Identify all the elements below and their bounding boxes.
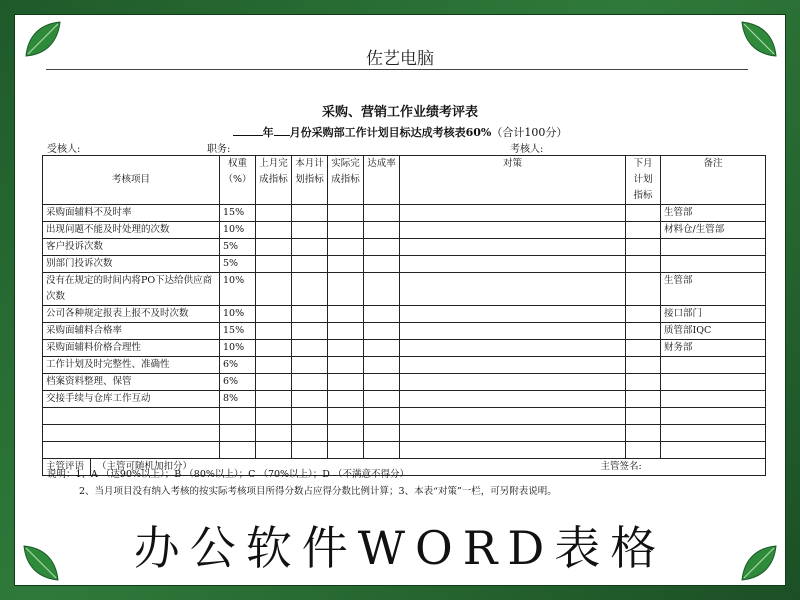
measure-cell[interactable] — [400, 340, 626, 357]
this-month-cell[interactable] — [292, 357, 328, 374]
item-cell[interactable]: 工作计划及时完整性、准确性 — [43, 357, 220, 374]
note-line-2: 2、当月项目没有纳入考核的按实际考核项目所得分数占应得分数比例计算；3、本表“对策”一栏，可另附表说明。 — [79, 486, 557, 497]
col-header-last-month: 上月完成指标 — [256, 156, 292, 205]
actual-cell[interactable] — [328, 222, 364, 239]
next-month-cell[interactable] — [626, 391, 661, 408]
position-label: 职务: — [207, 144, 231, 155]
next-month-cell[interactable] — [626, 306, 661, 323]
last-month-cell[interactable] — [256, 340, 292, 357]
empty-cell[interactable] — [364, 425, 400, 442]
empty-cell[interactable] — [43, 408, 220, 425]
empty-cell[interactable] — [220, 442, 256, 459]
item-cell[interactable]: 档案资料整理、保管 — [43, 374, 220, 391]
item-cell[interactable]: 别部门投诉次数 — [43, 256, 220, 273]
banner-title: 办公软件WORD表格 — [133, 521, 667, 575]
table-row — [43, 323, 766, 340]
col-header-this-month: 本月计划指标 — [292, 156, 328, 205]
actual-cell[interactable] — [328, 273, 364, 306]
measure-cell[interactable] — [400, 205, 626, 222]
actual-cell[interactable] — [328, 205, 364, 222]
measure-cell[interactable] — [400, 306, 626, 323]
document-subtitle — [0, 124, 800, 140]
last-month-cell[interactable] — [256, 323, 292, 340]
this-month-cell[interactable] — [292, 306, 328, 323]
empty-cell[interactable] — [43, 442, 220, 459]
rate-cell[interactable] — [364, 323, 400, 340]
this-month-cell[interactable] — [292, 205, 328, 222]
actual-cell[interactable] — [328, 391, 364, 408]
weight-cell[interactable]: 10% — [220, 340, 256, 357]
empty-cell[interactable] — [220, 425, 256, 442]
item-cell[interactable]: 公司各种规定报表上报不及时次数 — [43, 306, 220, 323]
table-row — [43, 205, 766, 222]
empty-cell[interactable] — [661, 425, 766, 442]
empty-cell[interactable] — [400, 408, 626, 425]
this-month-cell[interactable] — [292, 374, 328, 391]
remark-cell[interactable] — [661, 357, 766, 374]
this-month-cell[interactable] — [292, 273, 328, 306]
item-cell[interactable]: 出现问题不能及时处理的次数 — [43, 222, 220, 239]
table-row — [43, 222, 766, 239]
rate-cell[interactable] — [364, 205, 400, 222]
item-cell[interactable]: 客户投诉次数 — [43, 239, 220, 256]
actual-cell[interactable] — [328, 306, 364, 323]
note-line-1: 说明：1、A （达90%以上）；B （80%以上）；C （70%以上）；D （不满意不得分） — [47, 469, 409, 480]
actual-cell[interactable] — [328, 374, 364, 391]
empty-cell[interactable] — [256, 408, 292, 425]
empty-cell[interactable] — [328, 442, 364, 459]
weight-cell[interactable]: 5% — [220, 256, 256, 273]
remark-cell[interactable] — [661, 391, 766, 408]
weight-cell[interactable]: 10% — [220, 222, 256, 239]
table-row — [43, 239, 766, 256]
last-month-cell[interactable] — [256, 256, 292, 273]
empty-cell[interactable] — [43, 425, 220, 442]
actual-cell[interactable] — [328, 239, 364, 256]
subtitle-main: 月份采购部工作计划目标达成考核表60% — [289, 126, 492, 139]
evaluation-table — [42, 155, 766, 476]
weight-cell[interactable]: 5% — [220, 239, 256, 256]
rate-cell[interactable] — [364, 239, 400, 256]
table-row — [43, 391, 766, 408]
empty-cell[interactable] — [400, 442, 626, 459]
remark-cell[interactable]: 财务部 — [661, 340, 766, 357]
measure-cell[interactable] — [400, 256, 626, 273]
measure-cell[interactable] — [400, 323, 626, 340]
next-month-cell[interactable] — [626, 256, 661, 273]
next-month-cell[interactable] — [626, 374, 661, 391]
weight-cell[interactable]: 8% — [220, 391, 256, 408]
next-month-cell[interactable] — [626, 239, 661, 256]
col-header-item: 考核项目 — [43, 156, 220, 205]
col-header-rate: 达成率 — [364, 156, 400, 205]
empty-cell[interactable] — [292, 408, 328, 425]
reviewer-label: 考核人: — [510, 144, 544, 155]
supervisor-sign-label: 主管签名: — [600, 461, 642, 472]
rate-cell[interactable] — [364, 391, 400, 408]
rate-cell[interactable] — [364, 306, 400, 323]
table-row — [43, 256, 766, 273]
col-header-next-month: 下月计划指标 — [626, 156, 661, 205]
measure-cell[interactable] — [400, 391, 626, 408]
last-month-cell[interactable] — [256, 273, 292, 306]
actual-cell[interactable] — [328, 323, 364, 340]
this-month-cell[interactable] — [292, 239, 328, 256]
weight-cell[interactable]: 6% — [220, 357, 256, 374]
empty-cell[interactable] — [626, 425, 661, 442]
rate-cell[interactable] — [364, 340, 400, 357]
weight-cell[interactable]: 10% — [220, 306, 256, 323]
table-header-row — [43, 156, 766, 205]
empty-cell[interactable] — [292, 442, 328, 459]
next-month-cell[interactable] — [626, 222, 661, 239]
empty-cell[interactable] — [626, 442, 661, 459]
empty-cell[interactable] — [328, 425, 364, 442]
empty-cell[interactable] — [328, 408, 364, 425]
table-row — [43, 357, 766, 374]
last-month-cell[interactable] — [256, 391, 292, 408]
empty-cell[interactable] — [292, 425, 328, 442]
col-header-remark: 备注 — [661, 156, 766, 205]
col-header-weight: 权重（%） — [220, 156, 256, 205]
next-month-cell[interactable] — [626, 205, 661, 222]
last-month-cell[interactable] — [256, 222, 292, 239]
rate-cell[interactable] — [364, 374, 400, 391]
header-divider — [46, 69, 748, 70]
last-month-cell[interactable] — [256, 306, 292, 323]
weight-cell[interactable]: 15% — [220, 323, 256, 340]
table-row-empty — [43, 442, 766, 459]
subtitle-year-label: 年 — [262, 126, 274, 139]
table-row — [43, 374, 766, 391]
next-month-cell[interactable] — [626, 357, 661, 374]
document-title: 采购、营销工作业绩考评表 — [321, 105, 478, 120]
remark-cell[interactable]: 生管部 — [661, 273, 766, 306]
rate-cell[interactable] — [364, 256, 400, 273]
measure-cell[interactable] — [400, 239, 626, 256]
empty-cell[interactable] — [626, 408, 661, 425]
this-month-cell[interactable] — [292, 323, 328, 340]
empty-cell[interactable] — [256, 425, 292, 442]
col-header-actual: 实际完成指标 — [328, 156, 364, 205]
remark-cell[interactable] — [661, 374, 766, 391]
brand-header: 佐艺电脑 — [366, 49, 434, 69]
actual-cell[interactable] — [328, 256, 364, 273]
comment-hint: （主管可随机加扣分） — [97, 461, 193, 472]
item-cell[interactable]: 采购面辅料不及时率 — [43, 205, 220, 222]
col-header-measure: 对策 — [400, 156, 626, 205]
remark-cell[interactable]: 接口部门 — [661, 306, 766, 323]
reviewee-label: 受核人: — [47, 144, 81, 155]
actual-cell[interactable] — [328, 357, 364, 374]
measure-cell[interactable] — [400, 357, 626, 374]
empty-cell[interactable] — [661, 442, 766, 459]
last-month-cell[interactable] — [256, 357, 292, 374]
empty-cell[interactable] — [364, 442, 400, 459]
next-month-cell[interactable] — [626, 340, 661, 357]
last-month-cell[interactable] — [256, 239, 292, 256]
measure-cell[interactable] — [400, 222, 626, 239]
weight-cell[interactable]: 15% — [220, 205, 256, 222]
next-month-cell[interactable] — [626, 273, 661, 306]
table-row — [43, 273, 766, 306]
this-month-cell[interactable] — [292, 391, 328, 408]
this-month-cell[interactable] — [292, 256, 328, 273]
notes-block — [47, 466, 557, 500]
weight-cell[interactable]: 10% — [220, 273, 256, 306]
empty-cell[interactable] — [256, 442, 292, 459]
empty-cell[interactable] — [220, 408, 256, 425]
item-cell[interactable]: 没有在规定的时间内将PO下达给供应商次数 — [43, 273, 220, 306]
rate-cell[interactable] — [364, 273, 400, 306]
measure-cell[interactable] — [400, 273, 626, 306]
table-row-empty — [43, 425, 766, 442]
month-blank — [274, 125, 290, 136]
measure-cell[interactable] — [400, 374, 626, 391]
subtitle-total: （合计100分） — [491, 126, 568, 139]
this-month-cell[interactable] — [292, 222, 328, 239]
item-cell[interactable]: 采购面辅料合格率 — [43, 323, 220, 340]
remark-cell[interactable]: 生管部 — [661, 205, 766, 222]
empty-cell[interactable] — [661, 408, 766, 425]
remark-cell[interactable] — [661, 256, 766, 273]
remark-cell[interactable] — [661, 239, 766, 256]
year-blank — [233, 125, 263, 136]
table-row — [43, 340, 766, 357]
rate-cell[interactable] — [364, 357, 400, 374]
this-month-cell[interactable] — [292, 340, 328, 357]
last-month-cell[interactable] — [256, 205, 292, 222]
rate-cell[interactable] — [364, 222, 400, 239]
empty-cell[interactable] — [364, 408, 400, 425]
remark-cell[interactable]: 材料仓/生管部 — [661, 222, 766, 239]
next-month-cell[interactable] — [626, 323, 661, 340]
remark-cell[interactable]: 质管部IQC — [661, 323, 766, 340]
actual-cell[interactable] — [328, 340, 364, 357]
item-cell[interactable]: 采购面辅料价格合理性 — [43, 340, 220, 357]
table-row — [43, 306, 766, 323]
comment-label: 主管评语 — [46, 461, 85, 472]
weight-cell[interactable]: 6% — [220, 374, 256, 391]
table-row-empty — [43, 408, 766, 425]
last-month-cell[interactable] — [256, 374, 292, 391]
item-cell[interactable]: 交接手续与仓库工作互动 — [43, 391, 220, 408]
empty-cell[interactable] — [400, 425, 626, 442]
